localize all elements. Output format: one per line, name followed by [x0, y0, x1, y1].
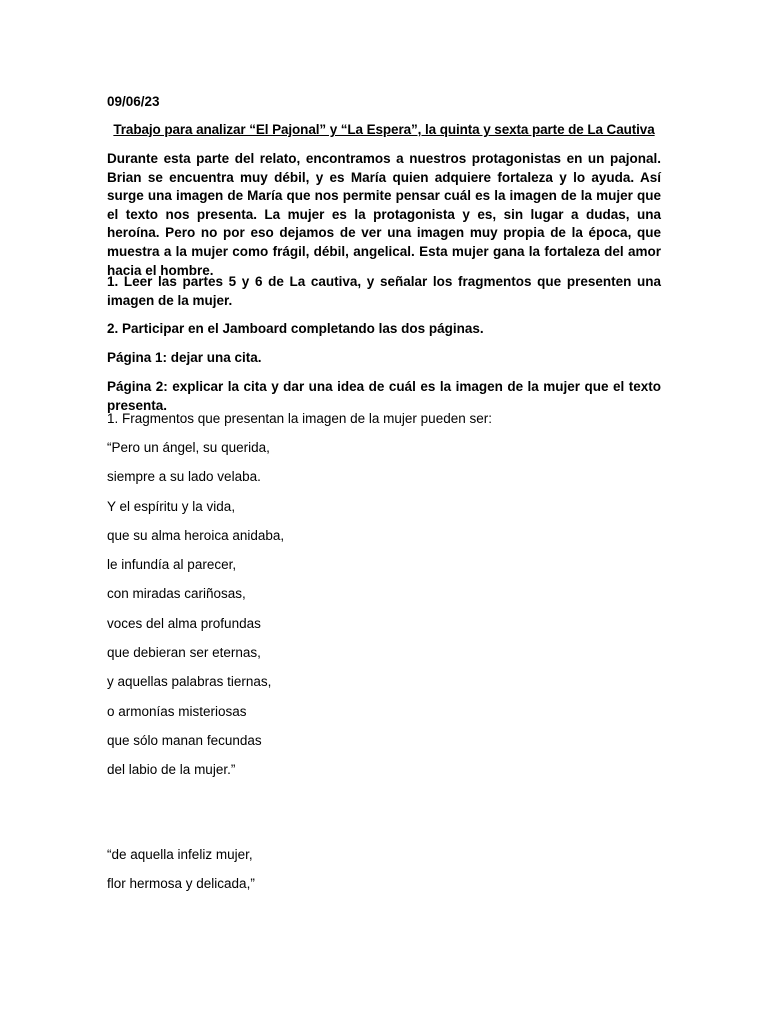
task-2: 2. Participar en el Jamboard completando las dos páginas.: [107, 321, 484, 336]
verse-line: siempre a su lado velaba.: [107, 469, 261, 485]
verse-line: con miradas cariñosas,: [107, 586, 246, 602]
fragment-2-verses: [107, 846, 661, 904]
task-1: 1. Leer las partes 5 y 6 de La cautiva, y señalar los fragmentos que presenten una imagen de la mujer.: [107, 274, 661, 308]
document-date: 09/06/23: [107, 94, 160, 109]
verse-line: que debieran ser eternas,: [107, 645, 261, 661]
verse-line: Y el espíritu y la vida,: [107, 498, 236, 514]
verse-line: le infundía al parecer,: [107, 557, 237, 573]
verse-line: flor hermosa y delicada,”: [107, 876, 255, 891]
fragment-1-verses: [107, 439, 661, 791]
verse-line: del labio de la mujer.”: [107, 762, 236, 778]
verse-line: que su alma heroica anidaba,: [107, 527, 285, 543]
task-page-2: Página 2: explicar la cita y dar una idea de cuál es la imagen de la mujer que el texto presenta.: [107, 379, 661, 413]
verse-line: o armonías misteriosas: [107, 703, 247, 719]
verse-line: y aquellas palabras tiernas,: [107, 674, 272, 690]
verse-line: que sólo manan fecundas: [107, 732, 262, 748]
intro-paragraph: Durante esta parte del relato, encontramos a nuestros protagonistas en un pajonal. Brian se encuentra muy débil, y es María quien adquiere fortaleza y lo ayuda. Así surge una imagen de María que nos permite pensar cuál es la imagen de la mujer que el texto nos presenta. La mujer es la protagonista y es, sin lugar a dudas, una heroína. Pero no por eso dejamos de ver una imagen muy propia de la época, que muestra a la mujer como frágil, débil, angelical. Esta mujer gana la fortaleza del amor hacia el hombre.: [107, 151, 661, 278]
task-page-1: Página 1: dejar una cita.: [107, 350, 262, 365]
verse-line: voces del alma profundas: [107, 615, 261, 631]
verse-line: “de aquella infeliz mujer,: [107, 847, 253, 862]
document-title: Trabajo para analizar “El Pajonal” y “La Espera”, la quinta y sexta parte de La Cautiva: [113, 122, 655, 137]
verse-line: “Pero un ángel, su querida,: [107, 440, 270, 455]
fragments-heading: 1. Fragmentos que presentan la imagen de la mujer pueden ser:: [107, 411, 492, 426]
